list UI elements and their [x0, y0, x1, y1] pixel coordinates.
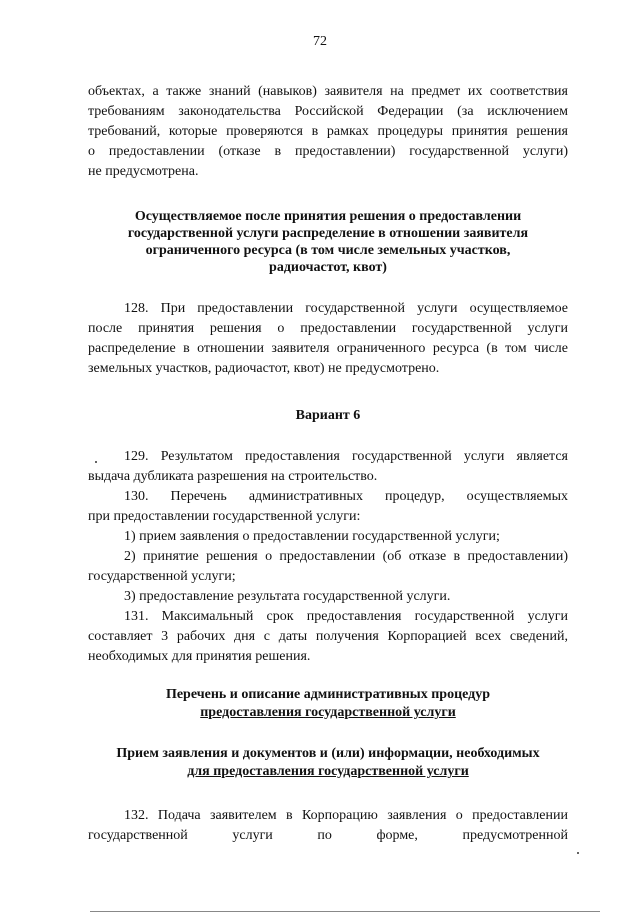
scan-speck: [577, 852, 579, 854]
section-heading: [88, 704, 568, 721]
paragraph-128-line: земельных участков, радиочастот, квот) не предусмотрено.: [88, 361, 440, 376]
section-heading: радиочастот, квот): [269, 260, 387, 275]
intro-line: объектах, а также знаний (навыков) заявителя на предмет их соответствия: [88, 84, 568, 99]
paragraph-130-line: 130. Перечень административных процедур, осуществляемых: [124, 489, 568, 504]
paragraph-131-line: необходимых для принятия решения.: [88, 649, 311, 664]
intro-line: о предоставлении (отказе в предоставлении) государственной услуги): [88, 144, 568, 159]
paragraph-131-line: 131. Максимальный срок предоставления государственной услуги: [124, 609, 568, 624]
paragraph-128-line: 128. При предоставлении государственной услуги осуществляемое: [124, 301, 568, 316]
section-heading-text: для предоставления государственной услуги: [187, 764, 469, 779]
section-heading: государственной услуги распределение в отношении заявителя: [127, 226, 529, 241]
variant-heading: Вариант 6: [295, 408, 361, 423]
intro-line: требованиям законодательства Российской Федерации (за исключением: [88, 104, 568, 119]
paragraph-128-line: распределение в отношении заявителя ограниченного ресурса (в том числе: [88, 341, 568, 356]
section-heading: ограниченного ресурса (в том числе земельных участков,: [145, 243, 511, 258]
section-heading: [88, 763, 568, 780]
paragraph-129-line: выдача дубликата разрешения на строительство.: [88, 469, 378, 484]
scan-edge-line: [90, 911, 600, 912]
list-item: 3) предоставление результата государственной услуги.: [124, 589, 451, 604]
section-heading-text: предоставления государственной услуги: [200, 705, 456, 720]
section-heading: Осуществляемое после принятия решения о предоставлении: [134, 209, 522, 224]
intro-line: не предусмотрена.: [88, 164, 199, 179]
paragraph-132-line: 132. Подача заявителем в Корпорацию заявления о предоставлении: [124, 808, 568, 823]
paragraph-129-line: 129. Результатом предоставления государственной услуги является: [124, 449, 568, 464]
paragraph-128-line: после принятия решения о предоставлении государственной услуги: [88, 321, 568, 336]
paragraph-131-line: составляет 3 рабочих дня с даты получения Корпорацией всех сведений,: [88, 629, 568, 644]
section-heading: Прием заявления и документов и (или) информации, необходимых: [116, 746, 540, 761]
list-item: 1) прием заявления о предоставлении государственной услуги;: [124, 529, 500, 544]
paragraph-130-line: при предоставлении государственной услуги:: [88, 509, 361, 524]
section-heading: Перечень и описание административных процедур: [165, 687, 491, 702]
page-number: 72: [313, 34, 327, 49]
paragraph-132-line: государственной услуги по форме, предусмотренной: [88, 828, 568, 843]
list-item: государственной услуги;: [88, 569, 236, 584]
list-item: 2) принятие решения о предоставлении (об отказе в предоставлении): [124, 549, 568, 564]
intro-line: требований, которые проверяются в рамках процедуры принятия решения: [88, 124, 568, 139]
scan-speck: [95, 461, 97, 463]
